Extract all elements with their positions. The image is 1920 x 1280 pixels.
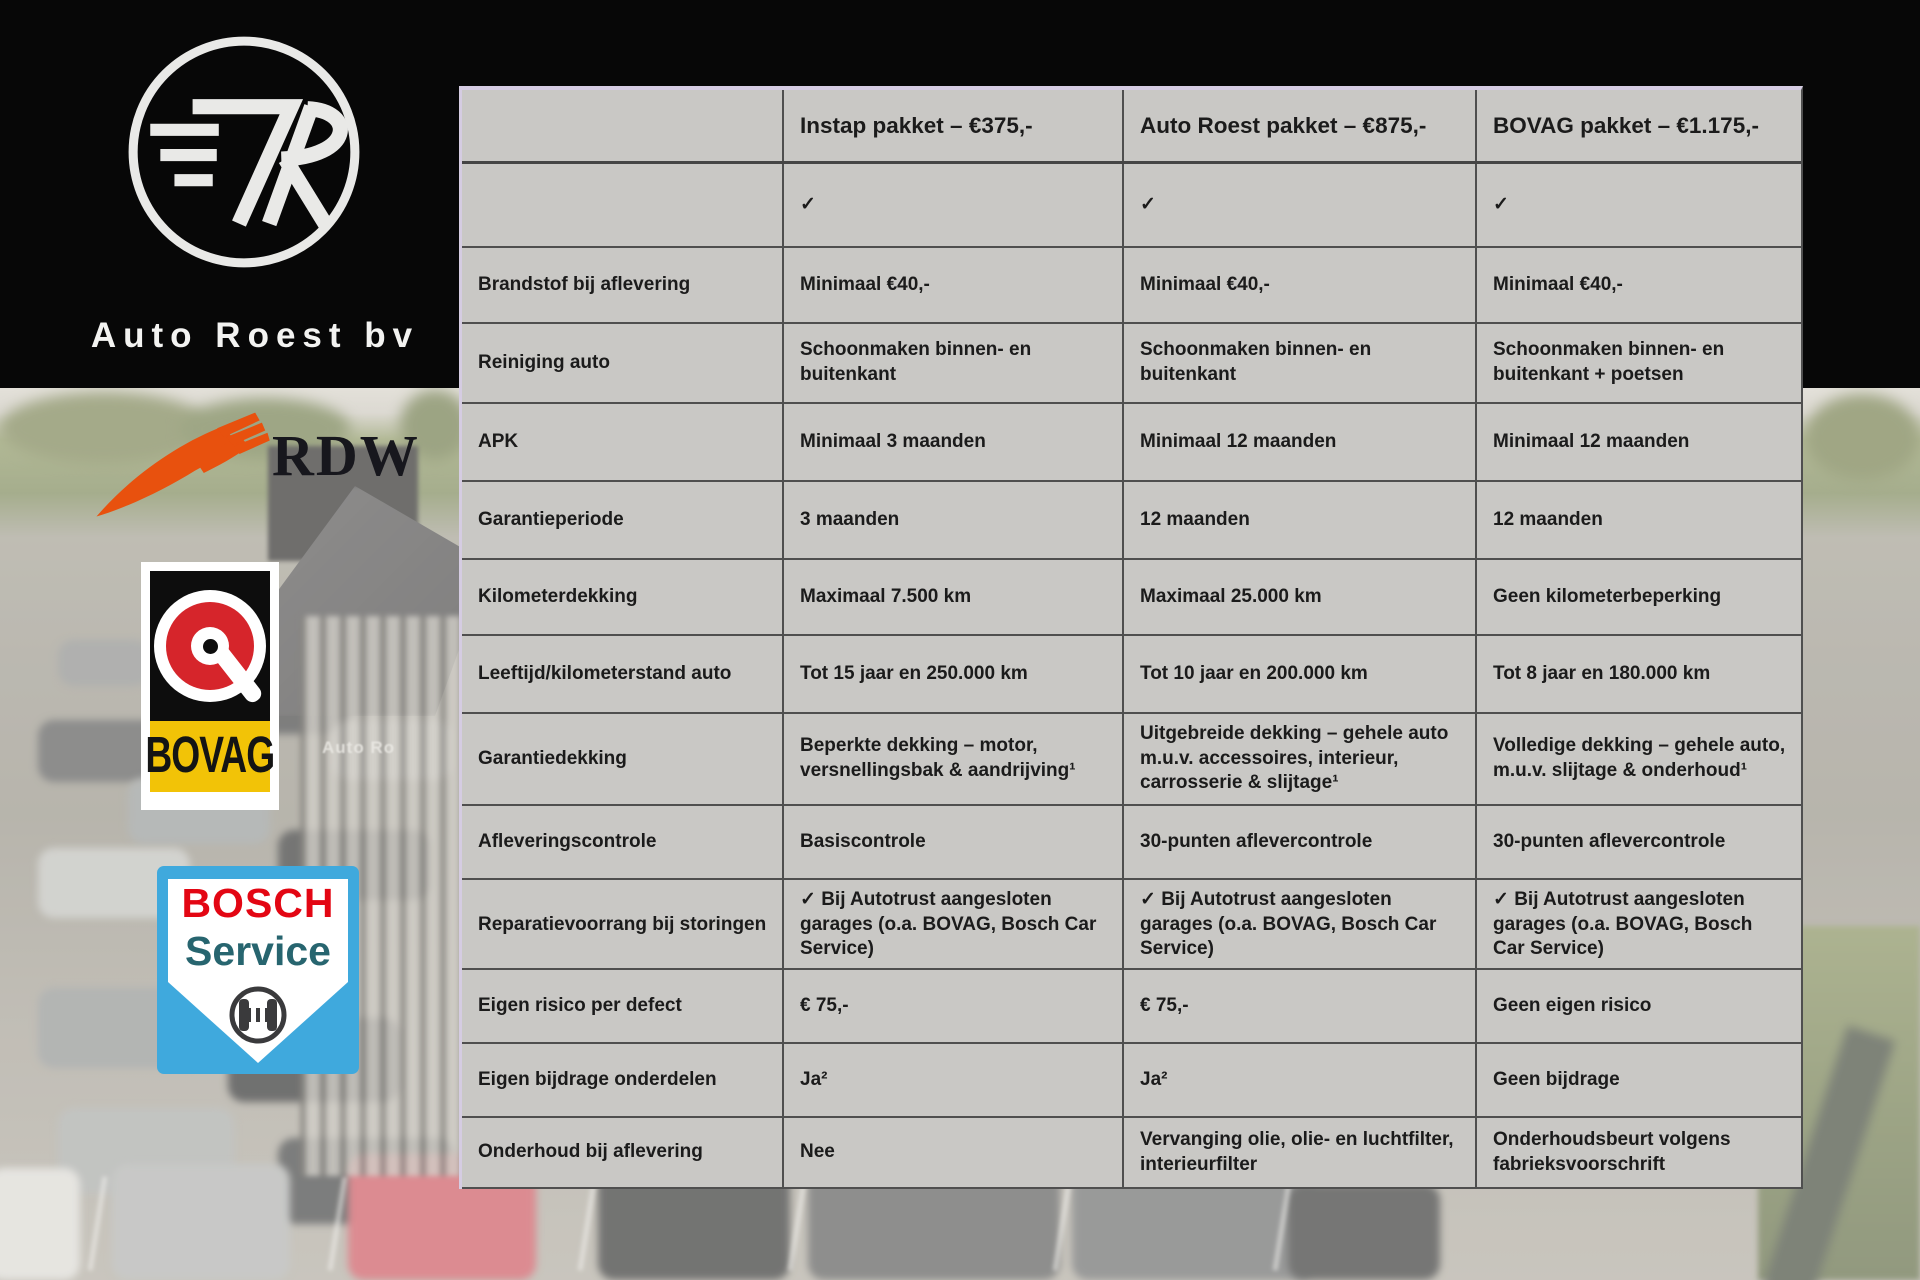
column-header: BOVAG pakket – €1.175,- <box>1475 90 1801 161</box>
table-cell: ✓ <box>1475 164 1801 246</box>
row-label: APK <box>478 430 519 452</box>
rdw-wordmark: RDW <box>272 423 420 488</box>
table-cell: € 75,- <box>782 970 1122 1042</box>
table-row <box>462 404 1801 482</box>
table-cell: Basiscontrole <box>782 806 1122 878</box>
table-row <box>462 324 1801 404</box>
bosch-service-logo <box>157 866 359 1074</box>
table-cell: 12 maanden <box>1122 482 1475 558</box>
table-cell: Ja² <box>1122 1044 1475 1116</box>
row-label: Garantiedekking <box>478 747 627 769</box>
table-row <box>462 1118 1801 1189</box>
row-label: Reiniging auto <box>478 351 610 373</box>
table-row <box>462 636 1801 714</box>
table-cell: Geen eigen risico <box>1475 970 1801 1042</box>
table-cell: ✓ Bij Autotrust aangesloten garages (o.a. BOVAG, Bosch Car Service) <box>1122 880 1475 970</box>
comparison-table <box>459 86 1803 1189</box>
table-cell: Uitgebreide dekking – gehele auto m.u.v. accessoires, interieur, carrosserie & slijtage¹ <box>1122 714 1475 804</box>
table-cell: Nee <box>782 1118 1122 1187</box>
table-row <box>462 1044 1801 1118</box>
table-cell: Geen kilometerbeperking <box>1475 560 1801 634</box>
table-row <box>462 806 1801 880</box>
table-cell: 30-punten aflevercontrole <box>1122 806 1475 878</box>
company-name: Auto Roest bv <box>90 316 420 355</box>
row-label: Afleveringscontrole <box>478 830 657 852</box>
row-label <box>462 164 782 246</box>
table-cell: Tot 15 jaar en 250.000 km <box>782 636 1122 712</box>
table-cell: Beperkte dekking – motor, versnellingsbak & aandrijving¹ <box>782 714 1122 804</box>
table-cell: Schoonmaken binnen- en buitenkant + poetsen <box>1475 324 1801 402</box>
table-cell: Ja² <box>782 1044 1122 1116</box>
row-label: Kilometerdekking <box>478 585 638 607</box>
table-cell: ✓ <box>1122 164 1475 246</box>
table-row <box>462 482 1801 560</box>
rdw-wing-icon <box>92 408 282 520</box>
auto-roest-logo-icon <box>118 26 370 278</box>
bovag-wheel-icon <box>150 571 270 721</box>
table-cell: ✓ Bij Autotrust aangesloten garages (o.a. BOVAG, Bosch Car Service) <box>1475 880 1801 970</box>
table-row <box>462 970 1801 1044</box>
table-cell: 12 maanden <box>1475 482 1801 558</box>
table-cell: Minimaal 12 maanden <box>1122 404 1475 480</box>
column-header: Instap pakket – €375,- <box>782 90 1122 161</box>
table-row <box>462 248 1801 324</box>
table-cell: Schoonmaken binnen- en buitenkant <box>782 324 1122 402</box>
table-row <box>462 560 1801 636</box>
bosch-armature-icon <box>227 984 289 1046</box>
table-row <box>462 90 1801 164</box>
column-header <box>462 90 782 161</box>
column-header: Auto Roest pakket – €875,- <box>1122 90 1475 161</box>
bosch-wordmark: BOSCH <box>181 880 335 926</box>
row-label: Eigen risico per defect <box>478 994 682 1016</box>
table-cell: ✓ <box>782 164 1122 246</box>
table-cell: Schoonmaken binnen- en buitenkant <box>1122 324 1475 402</box>
row-label: Leeftijd/kilometerstand auto <box>478 662 732 684</box>
table-cell: Minimaal 12 maanden <box>1475 404 1801 480</box>
rdw-logo <box>92 408 420 526</box>
row-label: Eigen bijdrage onderdelen <box>478 1068 717 1090</box>
bovag-logo <box>141 562 279 810</box>
table-cell: Geen bijdrage <box>1475 1044 1801 1116</box>
table-cell: Maximaal 25.000 km <box>1122 560 1475 634</box>
table-cell: Minimaal €40,- <box>1475 248 1801 322</box>
bosch-service-wordmark: Service <box>185 928 331 974</box>
row-label: Brandstof bij aflevering <box>478 273 691 295</box>
table-cell: € 75,- <box>1122 970 1475 1042</box>
table-cell: Maximaal 7.500 km <box>782 560 1122 634</box>
table-cell: Tot 10 jaar en 200.000 km <box>1122 636 1475 712</box>
table-row <box>462 714 1801 806</box>
building-sign-text: Auto Ro <box>322 738 396 757</box>
table-cell: Onderhoudsbeurt volgens fabrieksvoorschrift <box>1475 1118 1801 1187</box>
table-cell: Minimaal €40,- <box>1122 248 1475 322</box>
table-row <box>462 880 1801 970</box>
row-label: Onderhoud bij aflevering <box>478 1141 703 1163</box>
bovag-wordmark: BOVAG <box>145 727 275 785</box>
table-cell: Minimaal €40,- <box>782 248 1122 322</box>
row-label: Garantieperiode <box>478 508 624 530</box>
table-cell: Tot 8 jaar en 180.000 km <box>1475 636 1801 712</box>
table-cell: Volledige dekking – gehele auto, m.u.v. slijtage & onderhoud¹ <box>1475 714 1801 804</box>
table-cell: ✓ Bij Autotrust aangesloten garages (o.a. BOVAG, Bosch Car Service) <box>782 880 1122 970</box>
table-row <box>462 164 1801 248</box>
table-cell: 3 maanden <box>782 482 1122 558</box>
table-cell: Minimaal 3 maanden <box>782 404 1122 480</box>
table-cell: 30-punten aflevercontrole <box>1475 806 1801 878</box>
row-label: Reparatievoorrang bij storingen <box>478 913 767 935</box>
table-cell: Vervanging olie, olie- en luchtfilter, interieurfilter <box>1122 1118 1475 1187</box>
